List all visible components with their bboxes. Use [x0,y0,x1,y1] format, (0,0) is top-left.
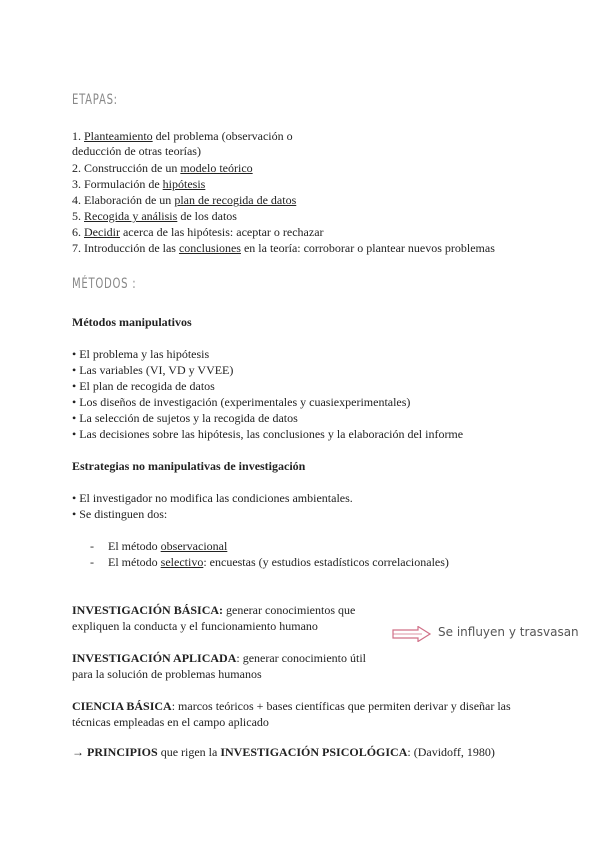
principios-line: → PRINCIPIOS que rigen la INVESTIGACIÓN PSICOLÓGICA: (Davidoff, 1980) [72,745,495,759]
manipulativos-heading: Métodos manipulativos [72,315,192,329]
etapa-item-1-cont: deducción de otras teorías) [72,144,201,158]
bullet-item: • Los diseños de investigación (experimentales y cuasiexperimentales) [72,395,411,409]
ciencia-basica: CIENCIA BÁSICA: marcos teóricos + bases científicas que permiten derivar y diseñar las [72,699,511,713]
investigacion-aplicada: INVESTIGACIÓN APLICADA: generar conocimiento útil [72,651,366,665]
double-arrow-icon [392,626,432,642]
investigacion-basica-cont: expliquen la conducta y el funcionamiento humano [72,619,318,633]
metodos-heading: MÉTODOS : [72,276,137,292]
bullet-item: • Las variables (VI, VD y VVEE) [72,363,234,377]
etapa-item-5: 5. Recogida y análisis de los datos [72,209,237,223]
bullet-item: • El investigador no modifica las condiciones ambientales. [72,491,353,505]
sub-item-observacional: - El método observacional [90,539,228,553]
etapas-heading: ETAPAS: [72,92,118,108]
bullet-item: • Las decisiones sobre las hipótesis, las conclusiones y la elaboración del informe [72,427,464,441]
etapa-item-6: 6. Decidir acerca de las hipótesis: aceptar o rechazar [72,225,324,239]
investigacion-basica: INVESTIGACIÓN BÁSICA: generar conocimientos que [72,603,356,617]
etapa-item-1: 1. Planteamiento del problema (observación o [72,129,293,143]
bullet-item: • El plan de recogida de datos [72,379,215,393]
bullet-item: • El problema y las hipótesis [72,347,210,361]
ciencia-basica-cont: técnicas empleadas en el campo aplicado [72,715,269,729]
bullet-item: • Se distinguen dos: [72,507,168,521]
influence-note [392,624,579,644]
etapa-item-7: 7. Introducción de las conclusiones en la teoría: corroborar o plantear nuevos problemas [72,241,495,255]
influence-label: Se influyen y trasvasan [438,625,579,639]
etapa-item-3: 3. Formulación de hipótesis [72,177,206,191]
sub-item-selectivo: - El método selectivo: encuestas (y estudios estadísticos correlacionales) [90,555,449,569]
no-manipulativas-heading: Estrategias no manipulativas de investigación [72,459,306,473]
etapa-item-4: 4. Elaboración de un plan de recogida de datos [72,193,297,207]
etapa-item-2: 2. Construcción de un modelo teórico [72,161,253,175]
investigacion-aplicada-cont: para la solución de problemas humanos [72,667,262,681]
bullet-item: • La selección de sujetos y la recogida de datos [72,411,298,425]
